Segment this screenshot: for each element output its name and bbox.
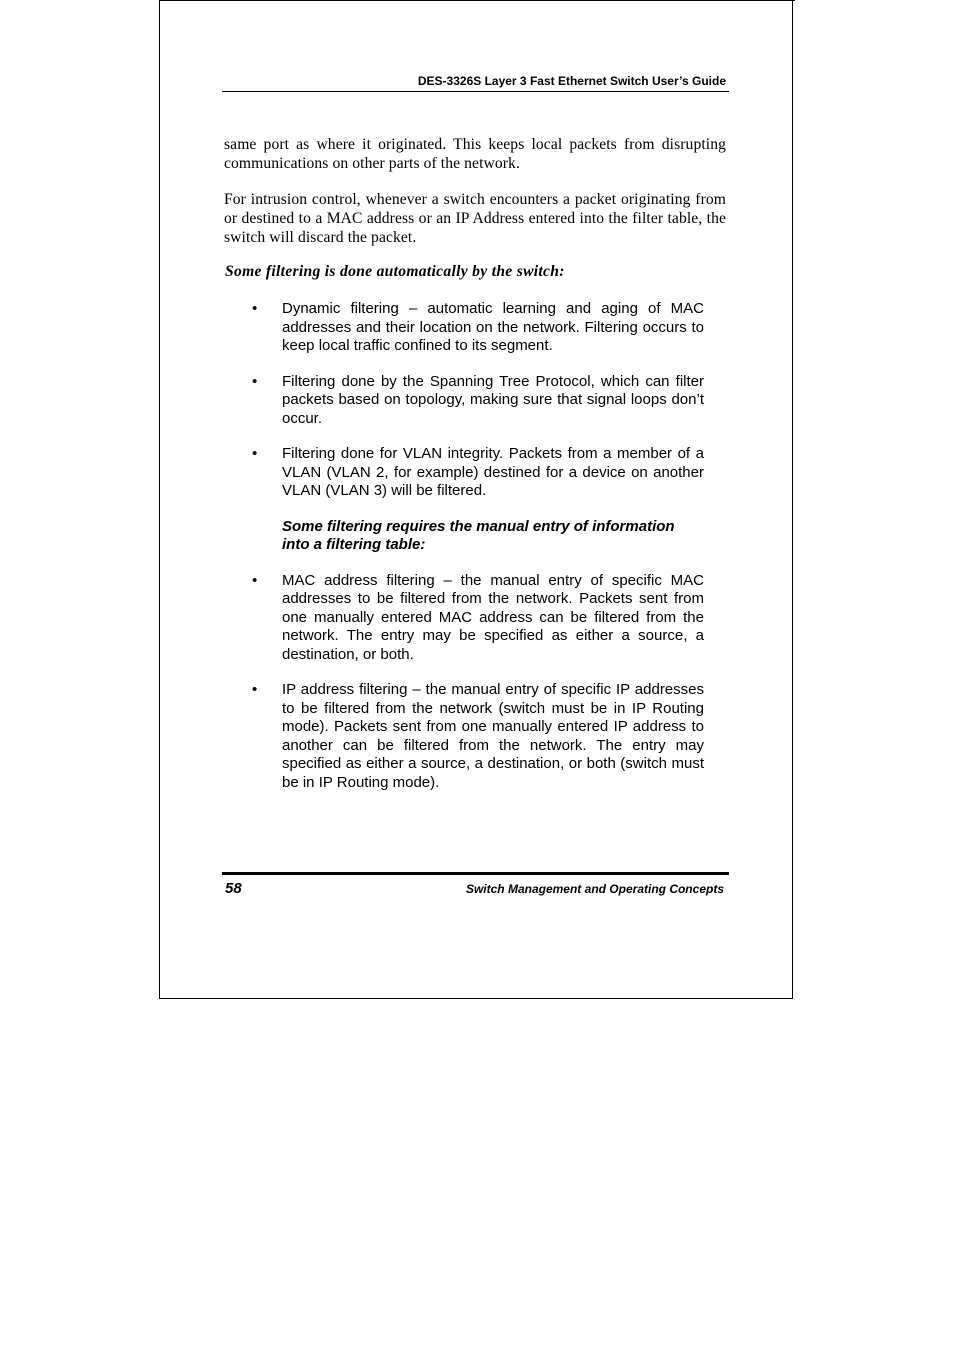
list-item-text: Filtering done by the Spanning Tree Protocol, which can filter packets based on topology, making sure that signal loops don’t occur.	[282, 372, 704, 427]
filtering-bullet-list	[252, 300, 704, 809]
list-item-vlan-integrity	[252, 445, 704, 501]
list-item-spanning-tree	[252, 373, 704, 429]
manual-filtering-heading: Some filtering requires the manual entry of information into a filtering table:	[282, 517, 675, 553]
bullet-icon: •	[252, 571, 258, 589]
paragraph-continuation: same port as where it originated. This keeps local packets from disrupting communications on other parts of the network.	[224, 136, 726, 172]
list-item-text: MAC address filtering – the manual entry of specific MAC addresses to be filtered from the network. Packets sent from one manually entered MAC address can be filtered from the network. The entry may be specified as either a source, a destination, or both.	[282, 571, 704, 663]
bullet-icon: •	[252, 445, 258, 462]
footer-section-title: Switch Management and Operating Concepts	[465, 882, 724, 896]
bullet-icon: •	[252, 372, 258, 390]
running-header-title: DES-3326S Layer 3 Fast Ethernet Switch User’s Guide	[417, 74, 726, 88]
bullet-icon: •	[252, 300, 258, 317]
list-item-text: Dynamic filtering – automatic learning and aging of MAC addresses and their location on the network. Filtering occurs to keep local traffic confined to its segment.	[282, 300, 704, 354]
page-number: 58	[225, 880, 242, 897]
bullet-icon: •	[252, 681, 258, 698]
automatic-filtering-heading: Some filtering is done automatically by the switch:	[225, 263, 565, 280]
list-item-text: Filtering done for VLAN integrity. Packets from a member of a VLAN (VLAN 2, for example) destined for a device on another VLAN (VLAN 3) will be filtered.	[282, 445, 704, 499]
list-item-dynamic-filtering	[252, 300, 704, 356]
list-item-ip-filtering	[252, 681, 704, 792]
footer-rule	[222, 872, 729, 875]
list-item-text: IP address filtering – the manual entry of specific IP addresses to be filtered from the network (switch must be in IP Routing mode). Packets sent from one manually entered IP address to another can be filtered from the network. The entry may specified as either a source, a destination, or both (switch must be in IP Routing mode).	[282, 681, 704, 791]
list-item-mac-filtering	[252, 572, 704, 665]
paragraph-intrusion-control: For intrusion control, whenever a switch encounters a packet originating from or destined to a MAC address or an IP Address entered into the filter table, the switch will discard the packet.	[224, 191, 726, 246]
header-rule	[222, 91, 729, 92]
